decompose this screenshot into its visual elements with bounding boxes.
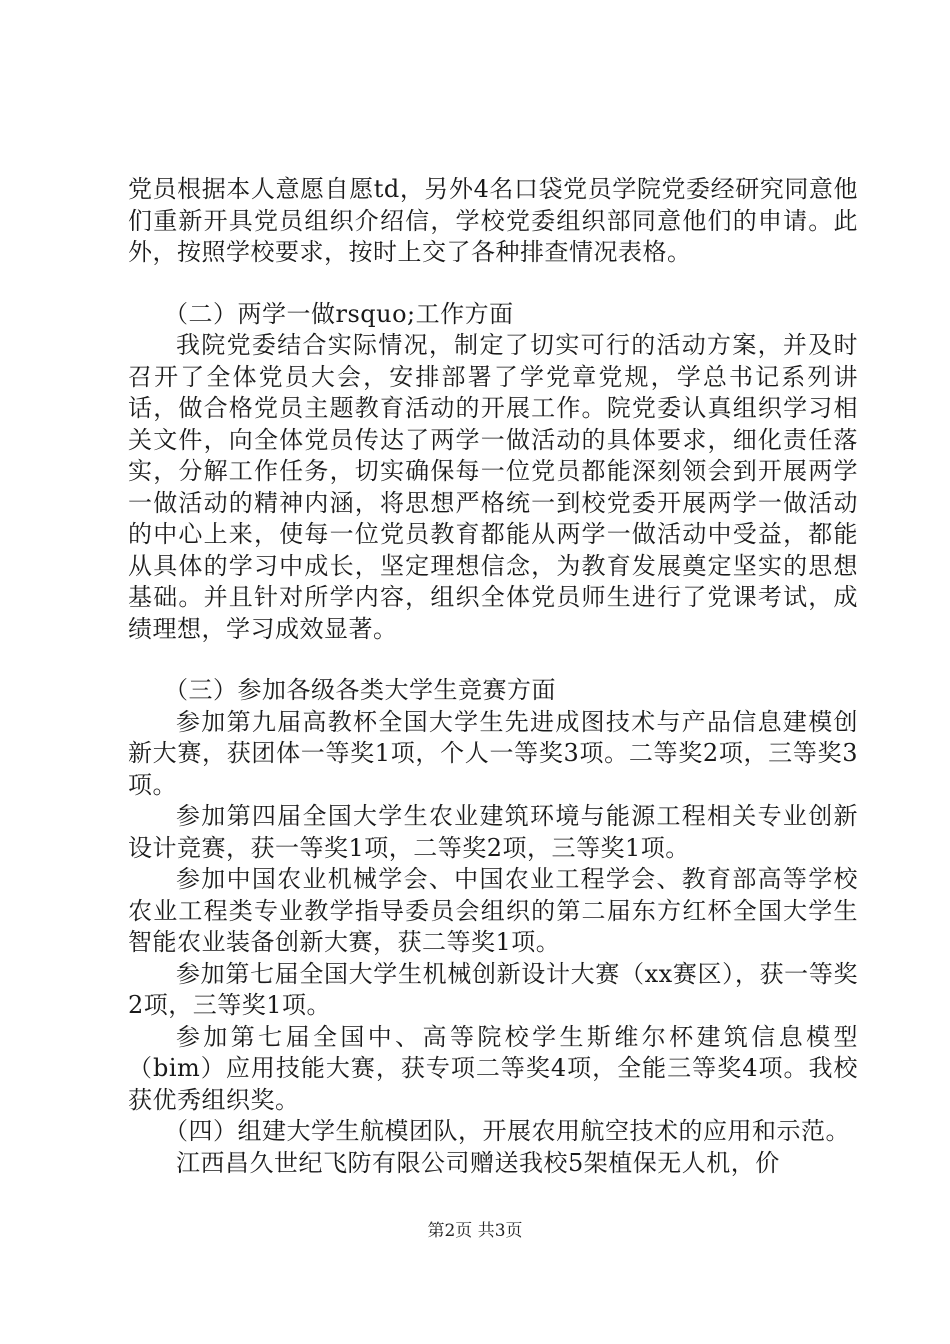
paragraph-competition-1: 参加第九届高教杯全国大学生先进成图技术与产品信息建模创新大赛，获团体一等奖1项，个人一等奖3项。二等奖2项，三等奖3项。 [128, 707, 858, 799]
paragraph-continuation: 党员根据本人意愿自愿td，另外4名口袋党员学院党委经研究同意他们重新开具党员组织介绍信，学校党委组织部同意他们的申请。此外，按照学校要求，按时上交了各种排查情况表格。 [128, 175, 858, 266]
paragraph-drone-donation: 江西昌久世纪飞防有限公司赠送我校5架植保无人机，价 [176, 1148, 780, 1177]
paragraph-gap [128, 645, 858, 675]
document-body [128, 174, 858, 1179]
paragraph-competition-5: 参加第七届全国中、高等院校学生斯维尔杯建筑信息模型（bim）应用技能大赛，获专项二等奖4项，全能三等奖4项。我校获优秀组织奖。 [128, 1022, 858, 1114]
section-heading-four: （四）组建大学生航模团队，开展农用航空技术的应用和示范。 [164, 1117, 850, 1145]
paragraph-competition-4: 参加第七届全国大学生机械创新设计大赛（xx赛区），获一等奖2项，三等奖1项。 [128, 959, 858, 1019]
paragraph-competition-3: 参加中国农业机械学会、中国农业工程学会、教育部高等学校农业工程类专业教学指导委员会组织的第二届东方红杯全国大学生智能农业装备创新大赛，获二等奖1项。 [128, 865, 858, 956]
paragraph-two-study-work: 我院党委结合实际情况，制定了切实可行的活动方案，并及时召开了全体党员大会，安排部署了学党章党规，学总书记系列讲话，做合格党员主题教育活动的开展工作。院党委认真组织学习相关文件，向全体党员传达了两学一做活动的具体要求，细化责任落实，分解工作任务，切实确保每一位党员都能深刻领会到开展两学一做活动的精神内涵，将思想严格统一到校党委开展两学一做活动的中心上来，使每一位党员教育都能从两学一做活动中受益，都能从具体的学习中成长，坚定理想信念，为教育发展奠定坚实的思想基础。并且针对所学内容，组织全体党员师生进行了党课考试，成绩理想，学习成效显著。 [128, 331, 858, 643]
section-heading-three: （三）参加各级各类大学生竞赛方面 [164, 676, 556, 704]
page-footer: 第2页 共3页 [427, 1221, 523, 1241]
paragraph-gap [128, 269, 858, 299]
paragraph-competition-2: 参加第四届全国大学生农业建筑环境与能源工程相关专业创新设计竞赛，获一等奖1项，二等奖2项，三等奖1项。 [128, 802, 858, 862]
section-heading-two: （二）两学一做rsquo;工作方面 [164, 299, 514, 328]
